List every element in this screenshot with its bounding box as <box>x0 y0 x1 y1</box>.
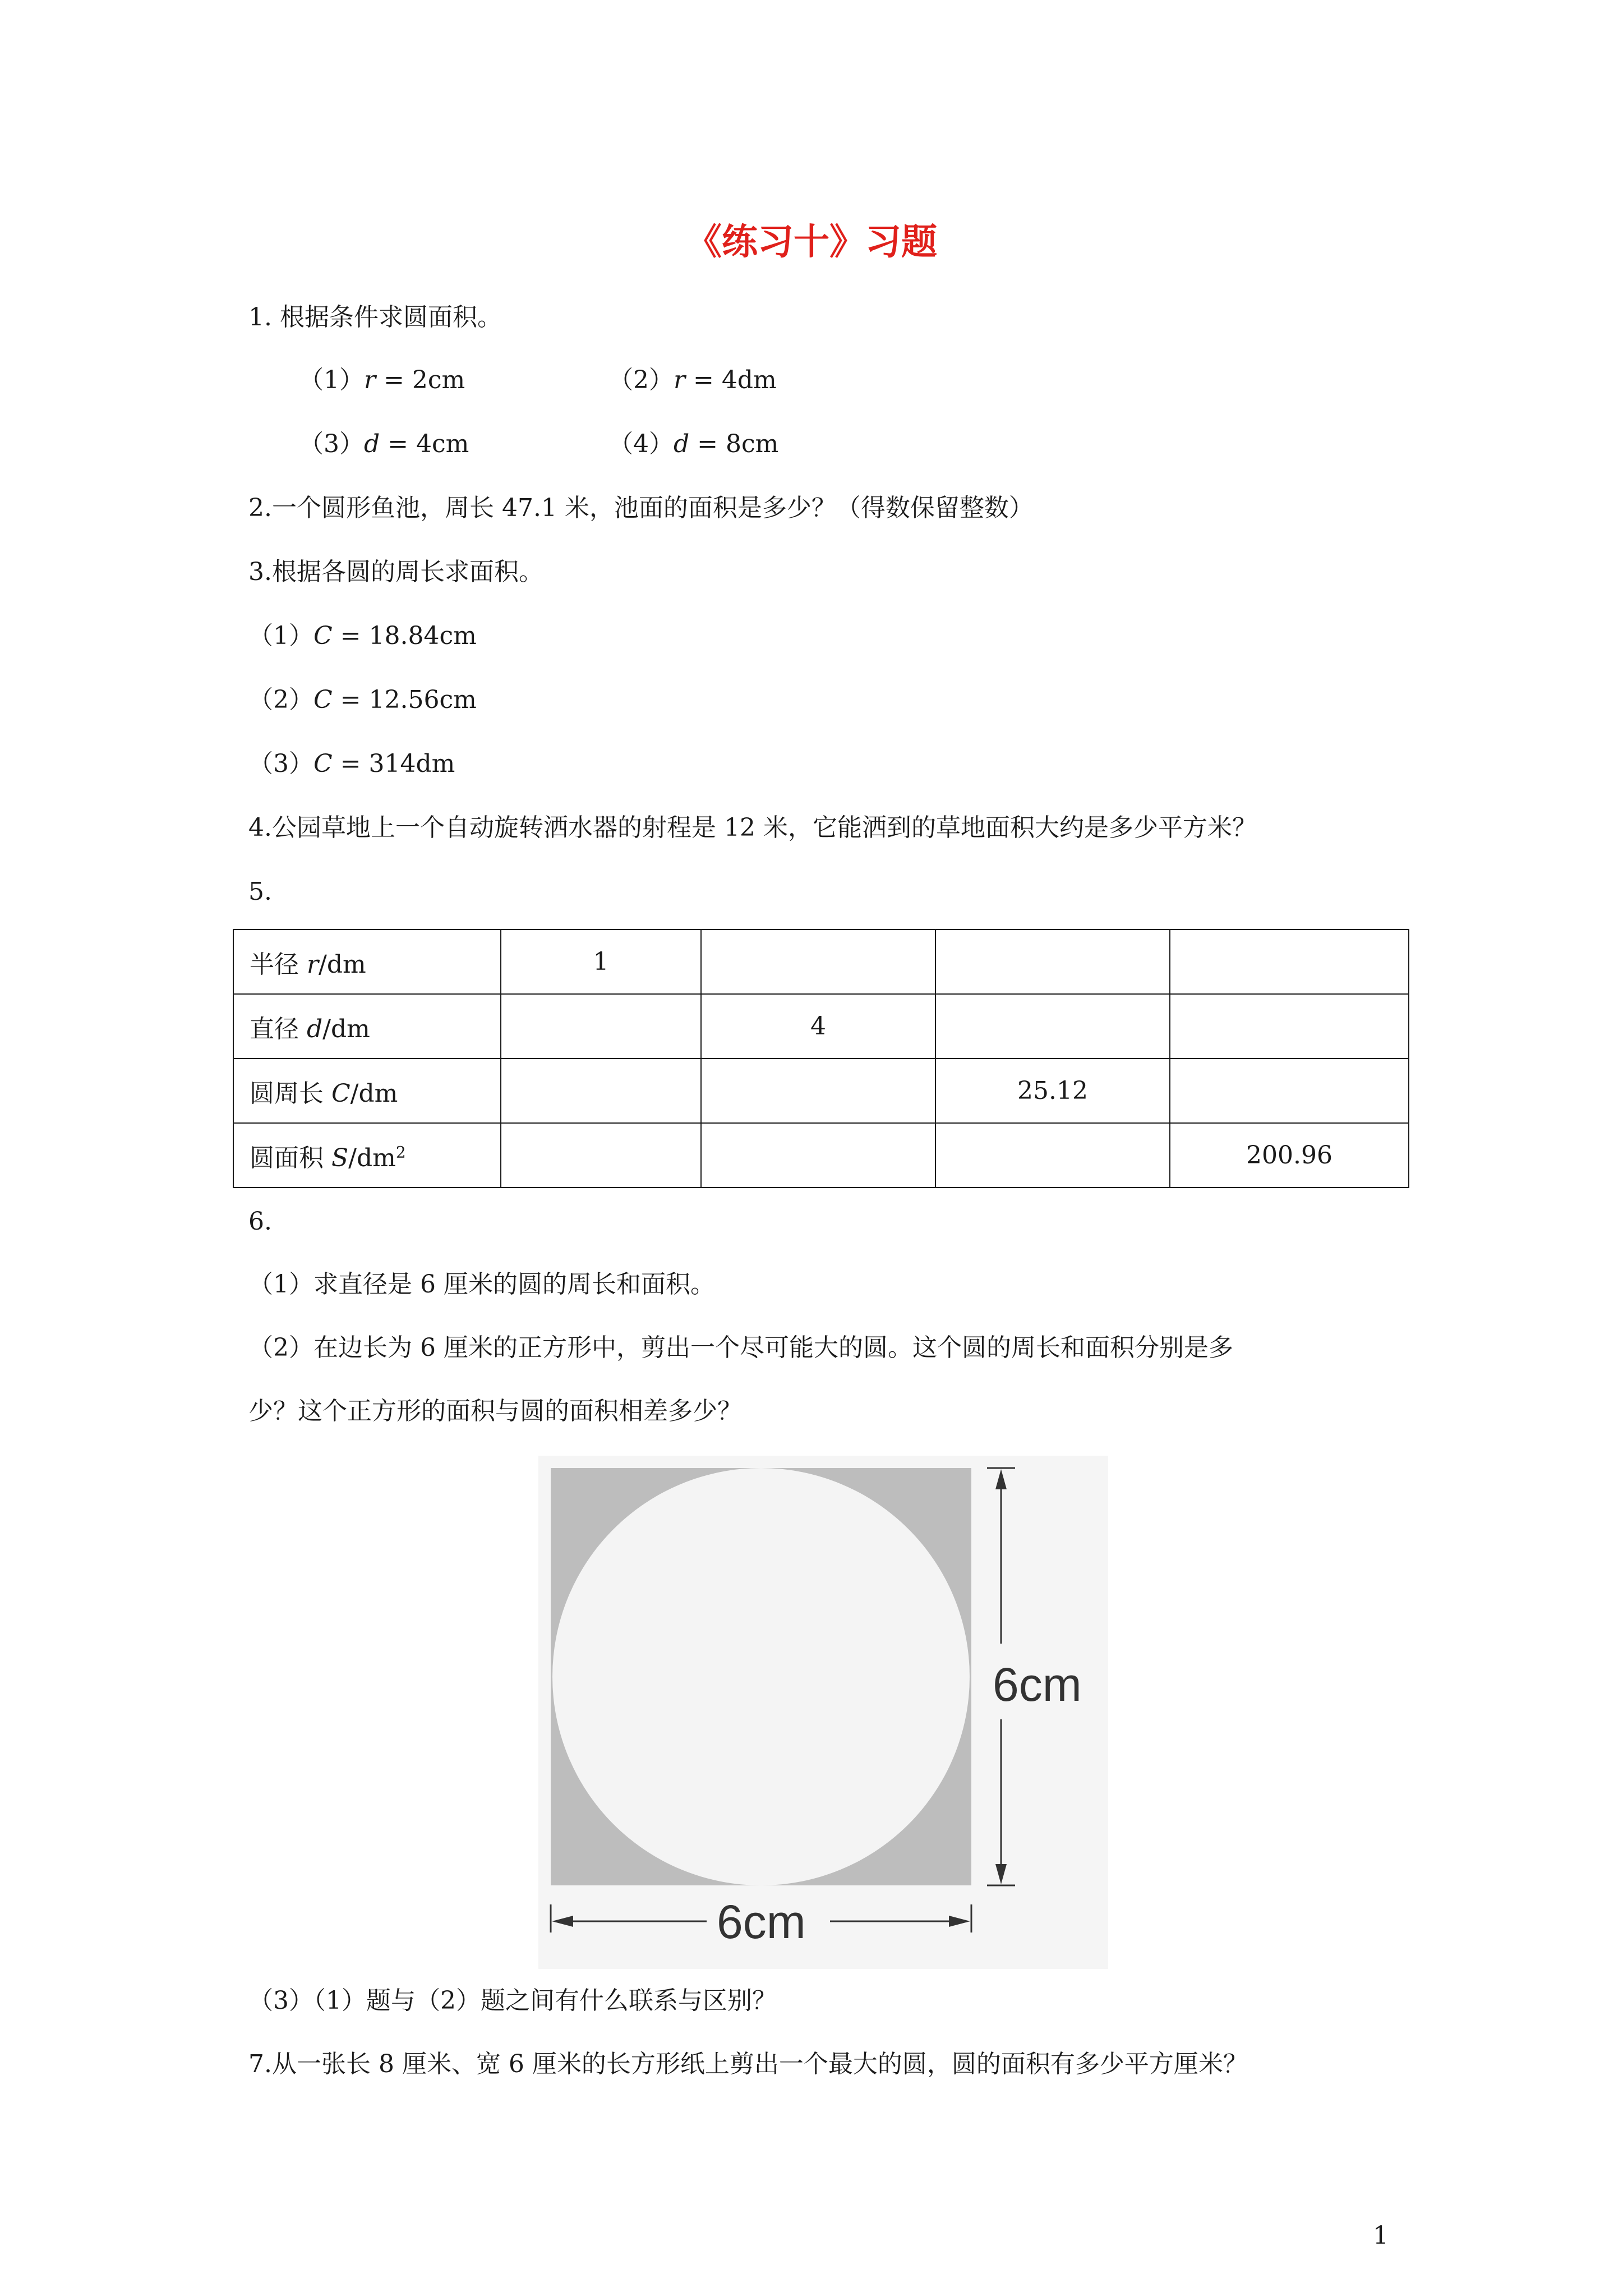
row-header-diameter: 直径 d/dm <box>233 994 501 1059</box>
height-label: 6cm <box>993 1658 1082 1711</box>
page-title: 《练习十》习题 <box>686 221 937 263</box>
table-cell <box>1170 930 1409 994</box>
q1-stem: 1. 根据条件求圆面积。 <box>248 303 502 332</box>
q3-stem: 3.根据各圆的周长求面积。 <box>248 558 543 586</box>
square-circle-figure <box>538 1456 1108 1969</box>
q3-item-2: （2）C = 12.56cm <box>248 685 477 714</box>
table-row <box>233 994 1409 1059</box>
q5-label: 5. <box>248 877 272 906</box>
table-cell <box>501 994 701 1059</box>
table-cell <box>1170 994 1409 1059</box>
table-cell: 1 <box>501 930 701 994</box>
q6-part2-line1: （2）在边长为 6 厘米的正方形中，剪出一个尽可能大的圆。这个圆的周长和面积分别是多 <box>248 1333 1233 1362</box>
q2-text: 2.一个圆形鱼池，周长 47.1 米，池面的面积是多少？（得数保留整数） <box>248 494 1034 522</box>
table-cell <box>501 1123 701 1188</box>
table-cell <box>1170 1059 1409 1123</box>
q7-text: 7.从一张长 8 厘米、宽 6 厘米的长方形纸上剪出一个最大的圆，圆的面积有多少平方厘米？ <box>248 2050 1248 2078</box>
table-row <box>233 1123 1409 1188</box>
table-cell: 4 <box>701 994 935 1059</box>
q3-item-1: （1）C = 18.84cm <box>248 622 477 650</box>
table-cell <box>701 1123 935 1188</box>
table-cell <box>501 1059 701 1123</box>
q6-part1: （1）求直径是 6 厘米的圆的周长和面积。 <box>248 1270 715 1299</box>
q1-item-3: （3）d = 4cm <box>299 430 469 458</box>
table-cell <box>935 930 1170 994</box>
q1-item-4: （4）d = 8cm <box>608 430 779 458</box>
table-cell <box>935 994 1170 1059</box>
table-row <box>233 1059 1409 1123</box>
row-header-area: 圆面积 $S/dm^2$ <box>233 1123 501 1188</box>
q3-item-3: （3）C = 314dm <box>248 749 455 778</box>
q6-label: 6. <box>248 1207 272 1236</box>
table-cell <box>701 1059 935 1123</box>
page-number: 1 <box>1373 2221 1389 2250</box>
table-cell: 25.12 <box>935 1059 1170 1123</box>
inscribed-circle <box>552 1468 970 1885</box>
q6-part3: （3）（1）题与（2）题之间有什么联系与区别？ <box>248 1986 777 2015</box>
row-header-radius: 半径 r/dm <box>233 930 501 994</box>
table-cell <box>935 1123 1170 1188</box>
q6-part2-line2: 少？这个正方形的面积与圆的面积相差多少？ <box>248 1397 742 1425</box>
q1-item-2: （2）r = 4dm <box>608 366 777 394</box>
q4-text: 4.公园草地上一个自动旋转洒水器的射程是 12 米，它能洒到的草地面积大约是多少平方米？ <box>248 813 1257 842</box>
table-row <box>233 930 1409 994</box>
table-cell <box>701 930 935 994</box>
q5-table <box>233 929 1409 1188</box>
q1-item-1: （1）r = 2cm <box>299 366 465 394</box>
row-header-circumference: 圆周长 C/dm <box>233 1059 501 1123</box>
table-cell: 200.96 <box>1170 1123 1409 1188</box>
width-label: 6cm <box>717 1895 806 1948</box>
